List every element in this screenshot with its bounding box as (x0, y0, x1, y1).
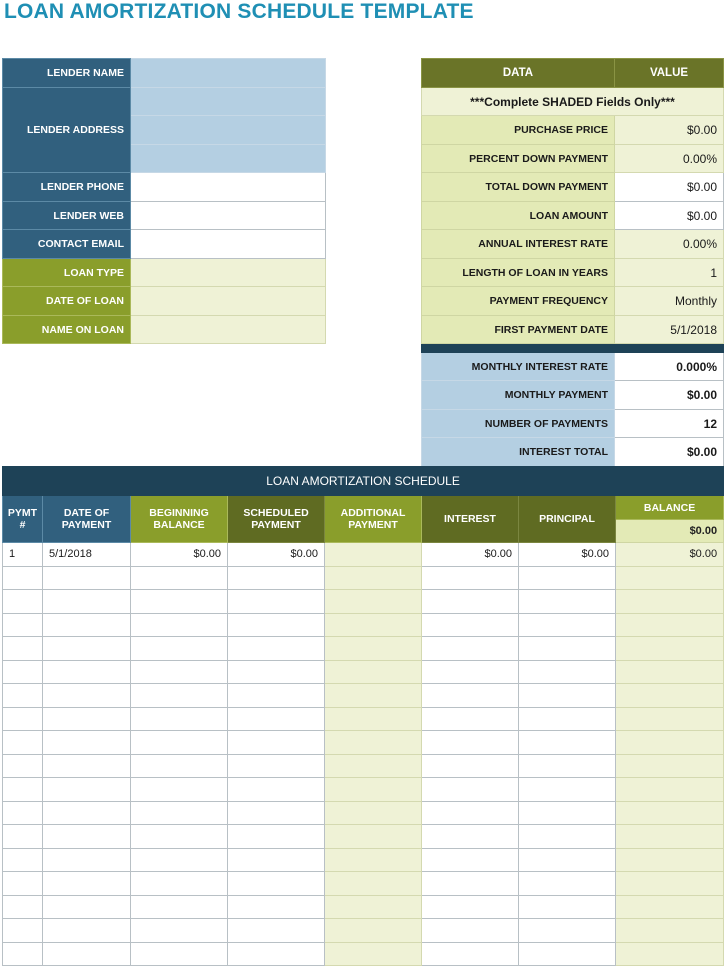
beginning-balance-cell (131, 895, 228, 919)
amortization-schedule-table (2, 466, 724, 966)
data-header: DATA (422, 59, 615, 88)
beginning-balance-cell: $0.00 (131, 543, 228, 567)
monthly-payment-label: MONTHLY PAYMENT (422, 381, 615, 410)
balance-cell (616, 848, 724, 872)
purchase-price-field[interactable]: $0.00 (615, 116, 724, 145)
loan-length-field[interactable]: 1 (615, 259, 724, 287)
payment-date-cell (43, 731, 131, 755)
beginning-balance-cell (131, 731, 228, 755)
balance-cell (616, 566, 724, 590)
beginning-balance-cell (131, 942, 228, 966)
table-row (3, 801, 724, 825)
table-row (3, 731, 724, 755)
beginning-balance-cell (131, 707, 228, 731)
principal-cell (519, 590, 616, 614)
principal-cell (519, 684, 616, 708)
interest-cell (422, 590, 519, 614)
pymt-num-cell (3, 566, 43, 590)
beginning-balance-cell (131, 660, 228, 684)
table-row (3, 637, 724, 661)
lender-web-field[interactable] (131, 202, 326, 230)
payment-frequency-label: PAYMENT FREQUENCY (422, 287, 615, 316)
scheduled-payment-cell (228, 754, 325, 778)
payment-date-cell (43, 895, 131, 919)
balance-cell (616, 825, 724, 849)
beginning-balance-cell (131, 801, 228, 825)
schedule-title: LOAN AMORTIZATION SCHEDULE (3, 467, 724, 496)
col-header-beginning-balance: BEGINNING BALANCE (131, 496, 228, 543)
table-row (3, 919, 724, 943)
principal-cell (519, 660, 616, 684)
table-row (3, 590, 724, 614)
interest-total-label: INTEREST TOTAL (422, 438, 615, 467)
balance-cell (616, 660, 724, 684)
date-of-loan-field[interactable] (131, 287, 326, 316)
beginning-balance-cell (131, 825, 228, 849)
num-payments-value: 12 (615, 410, 724, 438)
payment-frequency-field[interactable]: Monthly (615, 287, 724, 316)
scheduled-payment-cell (228, 566, 325, 590)
scheduled-payment-cell (228, 613, 325, 637)
principal-cell (519, 613, 616, 637)
principal-cell (519, 754, 616, 778)
payment-date-cell (43, 825, 131, 849)
pymt-num-cell (3, 942, 43, 966)
payment-date-cell (43, 872, 131, 896)
pymt-num-cell (3, 848, 43, 872)
monthly-rate-value: 0.000% (615, 353, 724, 381)
additional-payment-cell[interactable] (325, 942, 422, 966)
payment-date-cell (43, 613, 131, 637)
additional-payment-cell[interactable] (325, 778, 422, 802)
beginning-balance-cell (131, 754, 228, 778)
monthly-rate-label: MONTHLY INTEREST RATE (422, 353, 615, 381)
loan-data-table (421, 58, 724, 467)
interest-cell (422, 801, 519, 825)
lender-address-line3-field[interactable] (131, 145, 326, 173)
principal-cell (519, 637, 616, 661)
interest-cell (422, 707, 519, 731)
pymt-num-cell (3, 660, 43, 684)
interest-cell (422, 731, 519, 755)
percent-down-field[interactable]: 0.00% (615, 145, 724, 173)
additional-payment-cell[interactable] (325, 754, 422, 778)
payment-date-cell (43, 848, 131, 872)
col-header-pymt: PYMT # (3, 496, 43, 543)
scheduled-payment-cell (228, 942, 325, 966)
pymt-num-cell (3, 684, 43, 708)
num-payments-label: NUMBER OF PAYMENTS (422, 410, 615, 438)
balance-cell (616, 801, 724, 825)
purchase-price-label: PURCHASE PRICE (422, 116, 615, 145)
balance-cell (616, 895, 724, 919)
payment-date-cell (43, 942, 131, 966)
additional-payment-cell[interactable] (325, 590, 422, 614)
interest-cell (422, 637, 519, 661)
total-down-value: $0.00 (615, 173, 724, 202)
additional-payment-cell[interactable] (325, 731, 422, 755)
pymt-num-cell (3, 895, 43, 919)
pymt-num-cell (3, 590, 43, 614)
principal-cell (519, 801, 616, 825)
scheduled-payment-cell (228, 707, 325, 731)
balance-cell (616, 754, 724, 778)
lender-info-table (2, 58, 326, 344)
table-row (3, 825, 724, 849)
contact-email-label: CONTACT EMAIL (3, 230, 131, 259)
scheduled-payment-cell: $0.00 (228, 543, 325, 567)
payment-date-cell (43, 566, 131, 590)
pymt-num-cell (3, 872, 43, 896)
lender-web-label: LENDER WEB (3, 202, 131, 230)
page-title: LOAN AMORTIZATION SCHEDULE TEMPLATE (4, 0, 474, 23)
col-header-scheduled-payment: SCHEDULED PAYMENT (228, 496, 325, 543)
scheduled-payment-cell (228, 872, 325, 896)
principal-cell (519, 942, 616, 966)
lender-phone-label: LENDER PHONE (3, 173, 131, 202)
beginning-balance-cell (131, 566, 228, 590)
payment-date-cell (43, 590, 131, 614)
beginning-balance-cell (131, 684, 228, 708)
additional-payment-cell[interactable] (325, 637, 422, 661)
balance-cell (616, 684, 724, 708)
balance-cell (616, 707, 724, 731)
balance-cell (616, 942, 724, 966)
interest-cell (422, 942, 519, 966)
percent-down-label: PERCENT DOWN PAYMENT (422, 145, 615, 173)
principal-cell (519, 895, 616, 919)
lender-name-label: LENDER NAME (3, 59, 131, 88)
balance-total: $0.00 (616, 520, 724, 543)
interest-cell (422, 684, 519, 708)
loan-type-field[interactable] (131, 259, 326, 287)
payment-date-cell (43, 707, 131, 731)
principal-cell (519, 825, 616, 849)
value-header: VALUE (615, 59, 724, 88)
lender-name-field[interactable] (131, 59, 326, 88)
interest-cell (422, 919, 519, 943)
interest-cell (422, 660, 519, 684)
payment-date-cell (43, 754, 131, 778)
col-header-balance: BALANCE (616, 496, 724, 520)
beginning-balance-cell (131, 919, 228, 943)
interest-cell (422, 778, 519, 802)
principal-cell: $0.00 (519, 543, 616, 567)
payment-date-cell (43, 801, 131, 825)
balance-cell (616, 613, 724, 637)
payment-date-cell: 5/1/2018 (43, 543, 131, 567)
pymt-num-cell (3, 825, 43, 849)
lender-address-label: LENDER ADDRESS (3, 88, 131, 173)
interest-cell (422, 872, 519, 896)
table-row (3, 942, 724, 966)
contact-email-field[interactable] (131, 230, 326, 259)
balance-cell (616, 872, 724, 896)
monthly-payment-value: $0.00 (615, 381, 724, 410)
beginning-balance-cell (131, 590, 228, 614)
pymt-num-cell (3, 778, 43, 802)
additional-payment-cell[interactable] (325, 895, 422, 919)
scheduled-payment-cell (228, 801, 325, 825)
beginning-balance-cell (131, 872, 228, 896)
loan-length-label: LENGTH OF LOAN IN YEARS (422, 259, 615, 287)
additional-payment-cell[interactable] (325, 825, 422, 849)
loan-amount-label: LOAN AMOUNT (422, 202, 615, 230)
beginning-balance-cell (131, 613, 228, 637)
principal-cell (519, 778, 616, 802)
additional-payment-cell[interactable] (325, 566, 422, 590)
scheduled-payment-cell (228, 590, 325, 614)
additional-payment-cell[interactable] (325, 919, 422, 943)
balance-cell: $0.00 (616, 543, 724, 567)
name-on-loan-field[interactable] (131, 316, 326, 344)
interest-cell (422, 848, 519, 872)
principal-cell (519, 872, 616, 896)
additional-payment-cell[interactable] (325, 801, 422, 825)
table-row (3, 684, 724, 708)
lender-address-line1-field[interactable] (131, 88, 326, 116)
scheduled-payment-cell (228, 660, 325, 684)
payment-date-cell (43, 778, 131, 802)
scheduled-payment-cell (228, 919, 325, 943)
scheduled-payment-cell (228, 825, 325, 849)
col-header-additional-payment: ADDITIONAL PAYMENT (325, 496, 422, 543)
principal-cell (519, 566, 616, 590)
pymt-num-cell (3, 613, 43, 637)
scheduled-payment-cell (228, 684, 325, 708)
table-row (3, 754, 724, 778)
name-on-loan-label: NAME ON LOAN (3, 316, 131, 344)
interest-cell (422, 895, 519, 919)
principal-cell (519, 848, 616, 872)
pymt-num-cell (3, 637, 43, 661)
date-of-loan-label: DATE OF LOAN (3, 287, 131, 316)
interest-cell (422, 825, 519, 849)
payment-date-cell (43, 684, 131, 708)
pymt-num-cell (3, 707, 43, 731)
balance-cell (616, 590, 724, 614)
additional-payment-cell[interactable] (325, 872, 422, 896)
balance-cell (616, 637, 724, 661)
beginning-balance-cell (131, 778, 228, 802)
beginning-balance-cell (131, 637, 228, 661)
scheduled-payment-cell (228, 637, 325, 661)
lender-phone-field[interactable] (131, 173, 326, 202)
table-row (3, 848, 724, 872)
table-row (3, 613, 724, 637)
col-header-interest: INTEREST (422, 496, 519, 543)
pymt-num-cell (3, 754, 43, 778)
loan-type-label: LOAN TYPE (3, 259, 131, 287)
total-down-label: TOTAL DOWN PAYMENT (422, 173, 615, 202)
payment-date-cell (43, 637, 131, 661)
additional-payment-cell[interactable] (325, 613, 422, 637)
payment-date-cell (43, 660, 131, 684)
section-divider (422, 344, 724, 353)
shaded-fields-note: ***Complete SHADED Fields Only*** (422, 88, 724, 116)
additional-payment-cell[interactable] (325, 684, 422, 708)
beginning-balance-cell (131, 848, 228, 872)
balance-cell (616, 919, 724, 943)
payment-date-cell (43, 919, 131, 943)
table-row (3, 543, 724, 567)
interest-cell (422, 754, 519, 778)
lender-address-line2-field[interactable] (131, 116, 326, 145)
pymt-num-cell (3, 801, 43, 825)
pymt-num-cell: 1 (3, 543, 43, 567)
interest-cell (422, 566, 519, 590)
additional-payment-cell[interactable] (325, 848, 422, 872)
additional-payment-cell[interactable] (325, 543, 422, 567)
additional-payment-cell[interactable] (325, 660, 422, 684)
principal-cell (519, 707, 616, 731)
balance-cell (616, 778, 724, 802)
table-row (3, 872, 724, 896)
pymt-num-cell (3, 919, 43, 943)
first-payment-field[interactable]: 5/1/2018 (615, 316, 724, 344)
interest-cell (422, 613, 519, 637)
scheduled-payment-cell (228, 778, 325, 802)
scheduled-payment-cell (228, 731, 325, 755)
col-header-date: DATE OF PAYMENT (43, 496, 131, 543)
table-row (3, 566, 724, 590)
col-header-principal: PRINCIPAL (519, 496, 616, 543)
scheduled-payment-cell (228, 848, 325, 872)
scheduled-payment-cell (228, 895, 325, 919)
principal-cell (519, 731, 616, 755)
additional-payment-cell[interactable] (325, 707, 422, 731)
pymt-num-cell (3, 731, 43, 755)
table-row (3, 707, 724, 731)
loan-amount-value: $0.00 (615, 202, 724, 230)
annual-rate-field[interactable]: 0.00% (615, 230, 724, 259)
balance-cell (616, 731, 724, 755)
principal-cell (519, 919, 616, 943)
interest-cell: $0.00 (422, 543, 519, 567)
interest-total-value: $0.00 (615, 438, 724, 467)
table-row (3, 895, 724, 919)
table-row (3, 660, 724, 684)
annual-rate-label: ANNUAL INTEREST RATE (422, 230, 615, 259)
first-payment-label: FIRST PAYMENT DATE (422, 316, 615, 344)
table-row (3, 778, 724, 802)
